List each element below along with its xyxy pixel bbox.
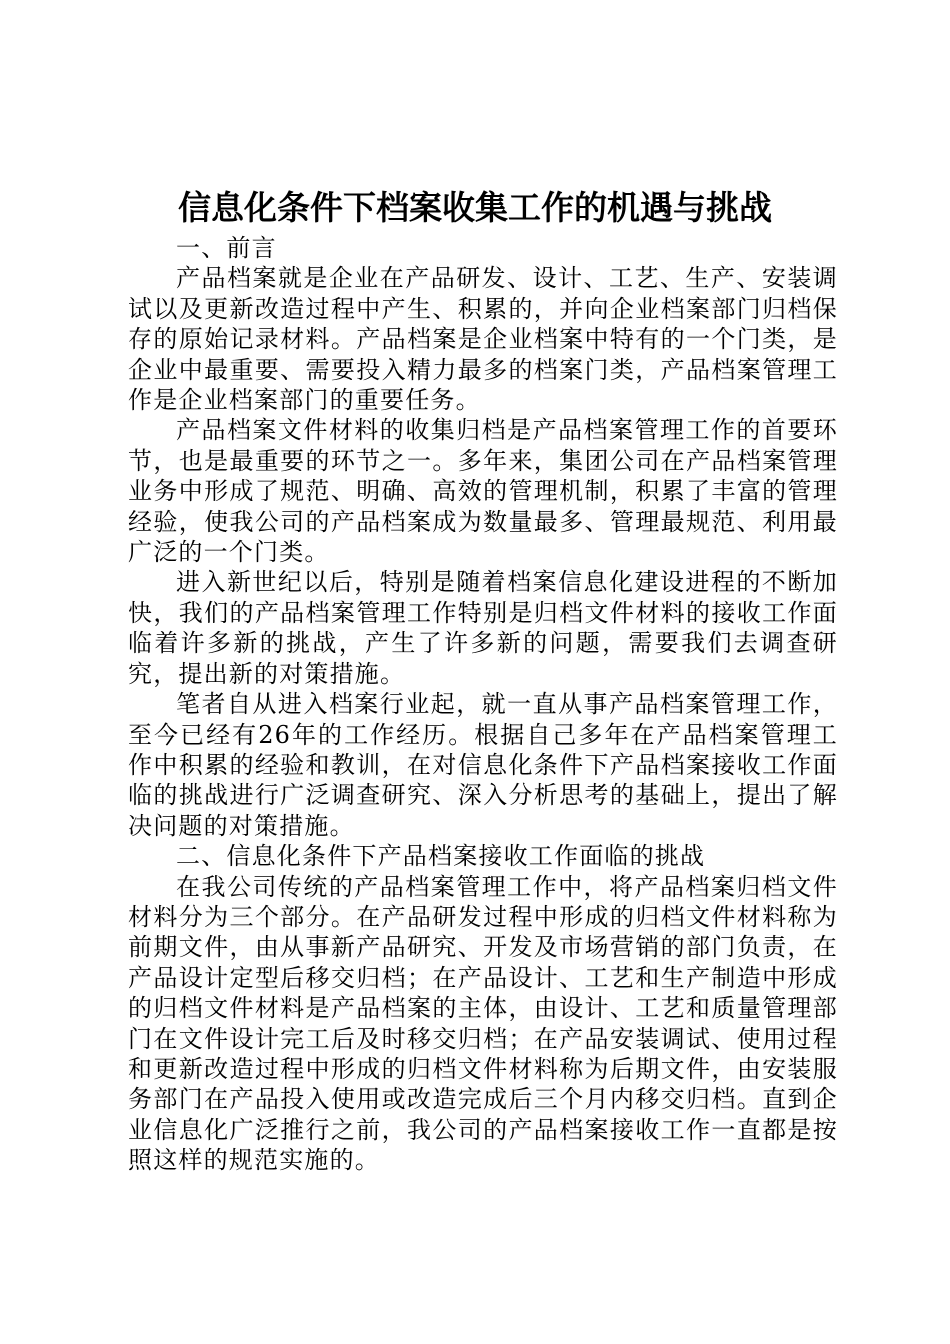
document-body	[128, 233, 838, 1176]
paragraph: 在我公司传统的产品档案管理工作中，将产品档案归档文件材料分为三个部分。在产品研发过程中形成的归档文件材料称为前期文件，由从事新产品研究、开发及市场营销的部门负责，在产品设计定型后移交归档；在产品设计、工艺和生产制造中形成的归档文件材料是产品档案的主体，由设计、工艺和质量管理部门在文件设计完工后及时移交归档；在产品安装调试、使用过程和更新改造过程中形成的归档文件材料称为后期文件，由安装服务部门在产品投入使用或改造完成后三个月内移交归档。直到企业信息化广泛推行之前，我公司的产品档案接收工作一直都是按照这样的规范实施的。	[128, 872, 838, 1175]
paragraph: 产品档案文件材料的收集归档是产品档案管理工作的首要环节，也是最重要的环节之一。多年来，集团公司在产品档案管理业务中形成了规范、明确、高效的管理机制，积累了丰富的管理经验，使我公司的产品档案成为数量最多、管理最规范、利用最广泛的一个门类。	[128, 416, 838, 567]
paragraph: 笔者自从进入档案行业起，就一直从事产品档案管理工作，至今已经有26年的工作经历。根据自己多年在产品档案管理工作中积累的经验和教训，在对信息化条件下产品档案接收工作面临的挑战进行广泛调查研究、深入分析思考的基础上，提出了解决问题的对策措施。	[128, 690, 838, 840]
document-title: 信息化条件下档案收集工作的机遇与挑战	[178, 188, 772, 227]
paragraph: 进入新世纪以后，特别是随着档案信息化建设进程的不断加快，我们的产品档案管理工作特别是归档文件材料的接收工作面临着许多新的挑战，产生了许多新的问题，需要我们去调查研究，提出新的对策措施。	[128, 568, 838, 688]
section-heading-preface: 一、前言	[176, 234, 277, 262]
paragraph: 产品档案就是企业在产品研发、设计、工艺、生产、安装调试以及更新改造过程中产生、积累的，并向企业档案部门归档保存的原始记录材料。产品档案是企业档案中特有的一个门类，是企业中最重要、需要投入精力最多的档案门类，产品档案管理工作是企业档案部门的重要任务。	[128, 264, 838, 415]
section-heading-challenges: 二、信息化条件下产品档案接收工作面临的挑战	[176, 842, 706, 871]
